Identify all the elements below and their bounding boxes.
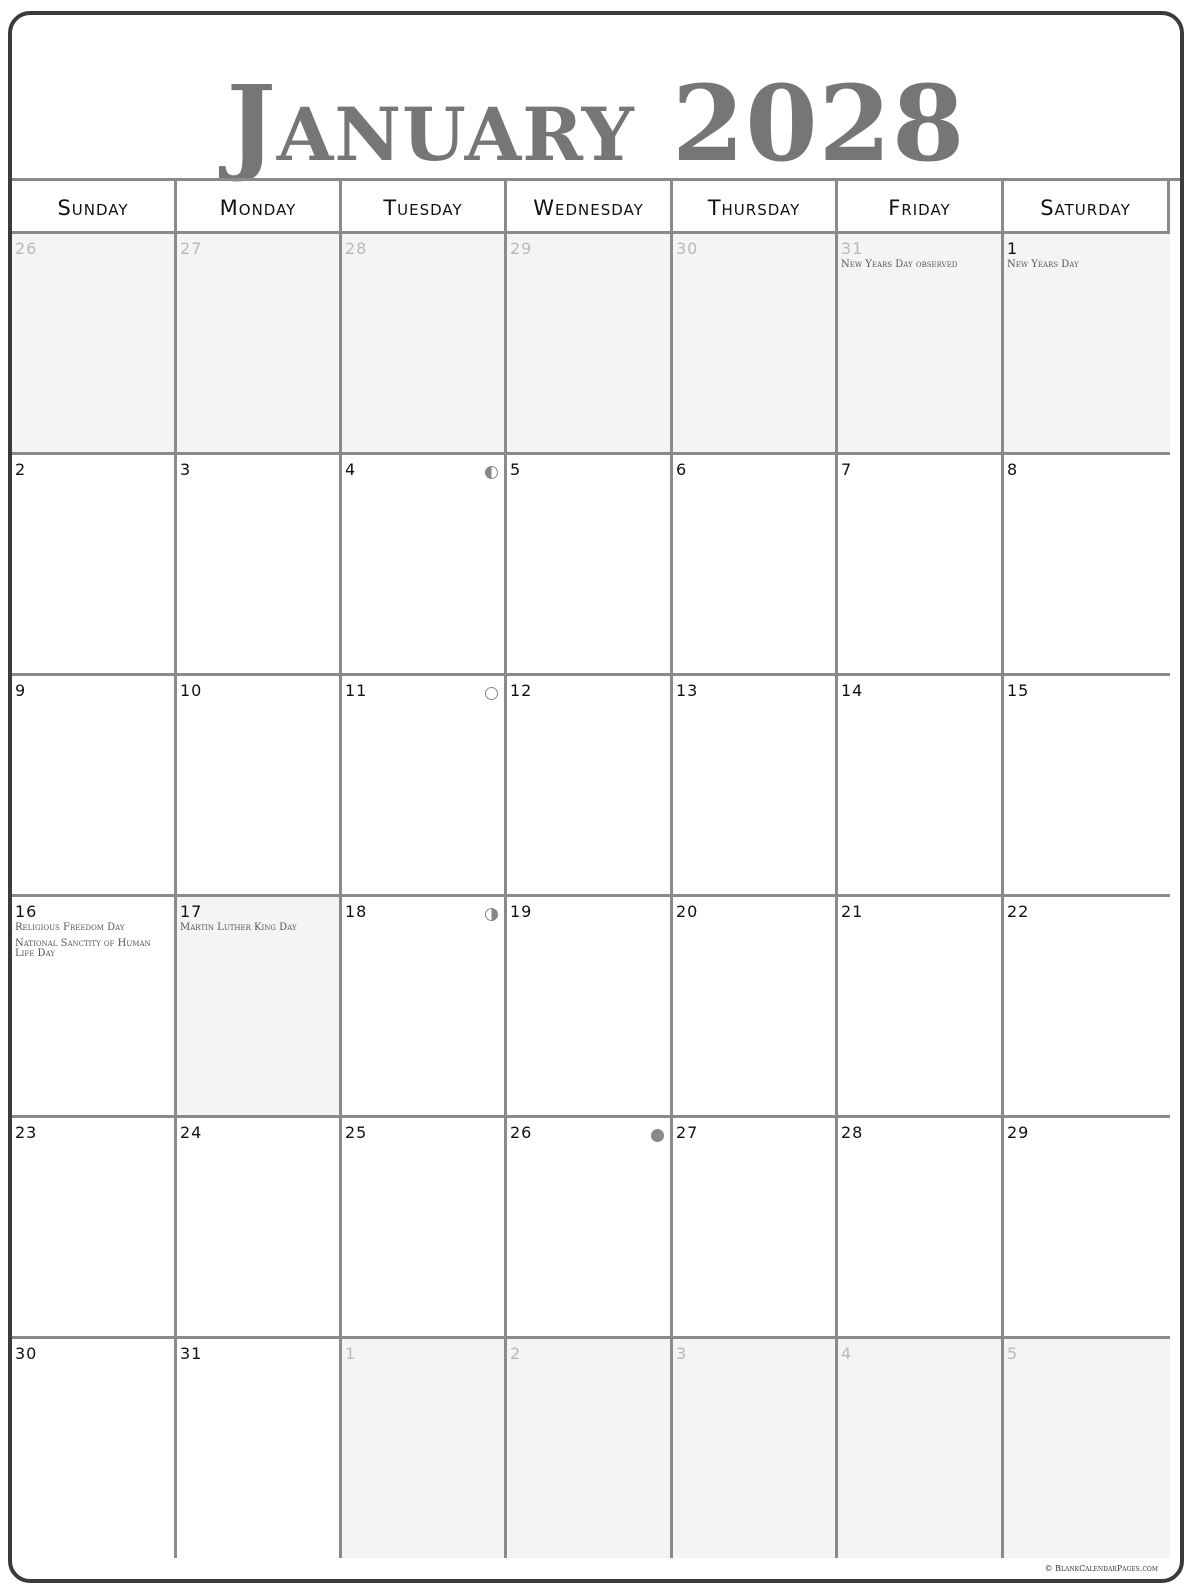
day-cell	[838, 1339, 1004, 1558]
full-moon-icon	[485, 687, 498, 700]
day-number: 1	[345, 1344, 357, 1363]
day-cell	[838, 234, 1004, 455]
day-cell	[12, 234, 177, 455]
day-cell	[507, 234, 673, 455]
calendar-grid	[12, 178, 1180, 1583]
day-cell	[177, 1118, 342, 1339]
day-number: 25	[345, 1123, 368, 1142]
day-number: 2	[15, 460, 27, 479]
day-cell	[12, 1118, 177, 1339]
day-cell	[177, 676, 342, 897]
day-number: 3	[676, 1344, 688, 1363]
weekday-header-monday: Monday	[177, 181, 342, 234]
day-cell	[673, 1118, 838, 1339]
day-cell	[1004, 1339, 1170, 1558]
weekday-header-friday: Friday	[838, 181, 1004, 234]
last-quarter-moon-icon	[485, 466, 498, 479]
day-number: 8	[1007, 460, 1019, 479]
holiday-label: Martin Luther King Day	[180, 922, 297, 933]
day-cell	[12, 1339, 177, 1558]
calendar-frame	[8, 11, 1184, 1583]
day-number: 24	[180, 1123, 203, 1142]
day-cell	[177, 897, 342, 1118]
day-cell	[838, 897, 1004, 1118]
day-cell	[673, 1339, 838, 1558]
day-number: 27	[676, 1123, 699, 1142]
day-number: 22	[1007, 902, 1030, 921]
day-cell	[12, 897, 177, 1118]
day-cell	[1004, 676, 1170, 897]
calendar-title: January 2028	[226, 62, 966, 185]
day-cell	[12, 676, 177, 897]
day-number: 21	[841, 902, 864, 921]
weekday-header-thursday: Thursday	[673, 181, 838, 234]
day-number: 15	[1007, 681, 1030, 700]
day-cell	[673, 897, 838, 1118]
day-cell	[673, 676, 838, 897]
day-number: 3	[180, 460, 192, 479]
day-number: 14	[841, 681, 864, 700]
day-cell	[1004, 897, 1170, 1118]
new-moon-icon	[651, 1129, 664, 1142]
day-cell	[673, 234, 838, 455]
day-number: 27	[180, 239, 203, 258]
day-cell	[1004, 1118, 1170, 1339]
holiday-label: New Years Day observed	[841, 259, 958, 270]
day-number: 28	[841, 1123, 864, 1142]
day-cell	[342, 897, 507, 1118]
day-cell	[507, 1118, 673, 1339]
day-number: 28	[345, 239, 368, 258]
day-number: 29	[510, 239, 533, 258]
day-cell	[342, 1118, 507, 1339]
day-cell	[1004, 455, 1170, 676]
holiday-label: Religious Freedom Day	[15, 922, 125, 933]
day-cell	[838, 676, 1004, 897]
day-cell	[673, 455, 838, 676]
day-number: 18	[345, 902, 368, 921]
day-cell	[342, 676, 507, 897]
day-cell	[342, 1339, 507, 1558]
day-number: 31	[841, 239, 864, 258]
day-number: 19	[510, 902, 533, 921]
holiday-label: New Years Day	[1007, 259, 1079, 270]
day-number: 29	[1007, 1123, 1030, 1142]
day-number: 1	[1007, 239, 1019, 258]
weekday-header-wednesday: Wednesday	[507, 181, 673, 234]
day-number: 16	[15, 902, 38, 921]
day-number: 4	[841, 1344, 853, 1363]
weekday-header-tuesday: Tuesday	[342, 181, 507, 234]
day-number: 10	[180, 681, 203, 700]
day-cell	[342, 455, 507, 676]
day-cell	[507, 897, 673, 1118]
day-number: 12	[510, 681, 533, 700]
day-cell	[507, 676, 673, 897]
day-number: 30	[676, 239, 699, 258]
day-number: 13	[676, 681, 699, 700]
day-number: 6	[676, 460, 688, 479]
day-number: 26	[15, 239, 38, 258]
day-cell	[12, 455, 177, 676]
day-number: 5	[510, 460, 522, 479]
day-cell	[507, 455, 673, 676]
day-cell	[507, 1339, 673, 1558]
first-quarter-moon-icon	[485, 908, 498, 921]
holiday-label: National Sanctity of Human Life Day	[15, 938, 151, 959]
day-cell	[177, 234, 342, 455]
day-number: 23	[15, 1123, 38, 1142]
day-number: 4	[345, 460, 357, 479]
day-number: 7	[841, 460, 853, 479]
day-cell	[177, 455, 342, 676]
day-number: 9	[15, 681, 27, 700]
day-cell	[177, 1339, 342, 1558]
day-number: 26	[510, 1123, 533, 1142]
day-number: 11	[345, 681, 368, 700]
weekday-header-saturday: Saturday	[1004, 181, 1170, 234]
copyright-credit: © BlankCalendarPages.com	[1044, 1564, 1158, 1573]
day-cell	[1004, 234, 1170, 455]
day-cell	[838, 455, 1004, 676]
day-number: 2	[510, 1344, 522, 1363]
day-number: 30	[15, 1344, 38, 1363]
day-number: 20	[676, 902, 699, 921]
weekday-header-sunday: Sunday	[12, 181, 177, 234]
day-number: 17	[180, 902, 203, 921]
day-cell	[342, 234, 507, 455]
day-cell	[838, 1118, 1004, 1339]
day-number: 5	[1007, 1344, 1019, 1363]
day-number: 31	[180, 1344, 203, 1363]
